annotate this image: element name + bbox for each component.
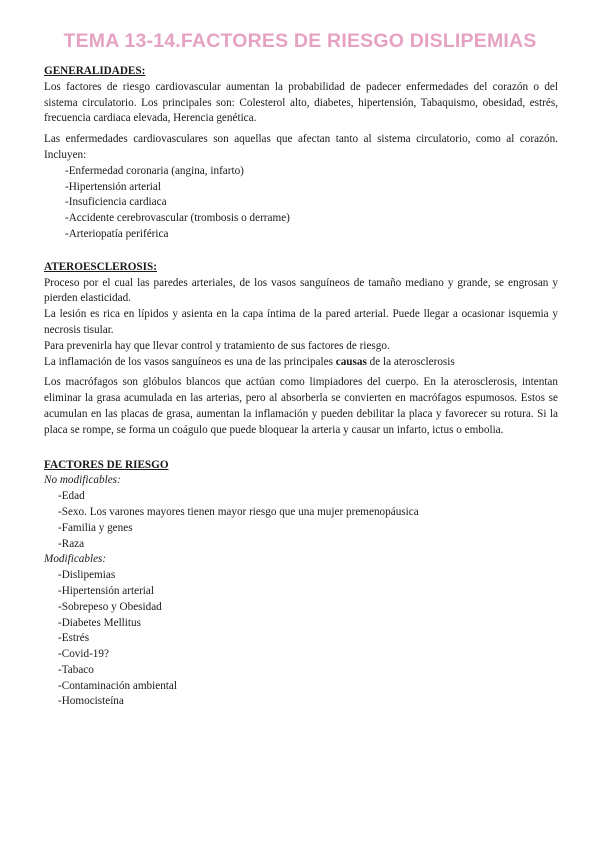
subheading-modificables: Modificables: bbox=[44, 553, 107, 566]
list-item: -Diabetes Mellitus bbox=[58, 616, 141, 629]
list-item: -Edad bbox=[58, 490, 85, 503]
paragraph bbox=[44, 355, 558, 371]
subheading-no-modificables: No modificables: bbox=[44, 474, 121, 487]
paragraph: Para prevenirla hay que llevar control y tratamiento de sus factores de riesgo. bbox=[44, 339, 390, 352]
list-item: -Insuficiencia cardiaca bbox=[65, 196, 167, 209]
section-heading-ateroesclerosis: ATEROESCLEROSIS: bbox=[44, 260, 157, 273]
paragraph: Proceso por el cual las paredes arteriales, de los vasos sanguíneos de tamaño mediano y grande, se engrosan y pierden elasticidad. bbox=[44, 276, 558, 305]
paragraph: Los macrófagos son glóbulos blancos que actúan como limpiadores del cuerpo. En la aterosclerosis, intentan eliminar la grasa acumulada en las arterias, pero al absorberla se convierten en macrófagos espumosos. Estos se acumulan en las placas de grasa, aumentan la inflamación y pueden debilitar la placa y favorecer su rotura. Si la placa se rompe, se forma un coágulo que puede bloquear la arteria y causar un infarto, ictus o embolia. bbox=[44, 376, 558, 436]
text-run: de la aterosclerosis bbox=[366, 355, 455, 368]
page-title: TEMA 13-14.FACTORES DE RIESGO DISLIPEMIAS bbox=[63, 30, 537, 52]
list-item: -Sexo. Los varones mayores tienen mayor riesgo que una mujer premenopáusica bbox=[58, 505, 419, 518]
paragraph: Los factores de riesgo cardiovascular aumentan la probabilidad de padecer enfermedades del corazón o del sistema circulatorio. Los principales son: Colesterol alto, diabetes, hipertensión, Tabaquismo, obesidad, estrés, frecuencia cardiaca elevada, Herencia genética. bbox=[44, 80, 558, 125]
list-item: -Homocisteína bbox=[58, 695, 124, 708]
text-run: La inflamación de los vasos sanguíneos es una de las principales bbox=[44, 355, 336, 368]
list-item: -Arteriopatía periférica bbox=[65, 227, 169, 240]
list-item: -Dislipemias bbox=[58, 569, 116, 582]
list-item: -Raza bbox=[58, 537, 85, 550]
list-item: -Accidente cerebrovascular (trombosis o derrame) bbox=[65, 212, 290, 225]
section-heading-factores: FACTORES DE RIESGO bbox=[44, 458, 169, 471]
list-item: -Tabaco bbox=[58, 663, 94, 676]
list-item: -Hipertensión arterial bbox=[58, 584, 154, 597]
list-item: -Hipertensión arterial bbox=[65, 180, 161, 193]
list-item: -Contaminación ambiental bbox=[58, 679, 177, 692]
document-body bbox=[44, 64, 558, 710]
paragraph: La lesión es rica en lípidos y asienta en la capa íntima de la pared arterial. Puede llegar a ocasionar isquemia y necrosis tisular. bbox=[44, 308, 558, 336]
disease-list bbox=[44, 164, 558, 243]
list-item: -Familia y genes bbox=[58, 521, 133, 534]
paragraph: Las enfermedades cardiovasculares son aquellas que afectan tanto al sistema circulatorio, como al corazón. Incluyen: bbox=[44, 133, 558, 161]
section-heading-generalidades: GENERALIDADES: bbox=[44, 65, 146, 77]
list-item: -Enfermedad coronaria (angina, infarto) bbox=[65, 164, 244, 177]
modifiable-list bbox=[44, 568, 558, 710]
non-modifiable-list bbox=[44, 489, 558, 552]
bold-text: causas bbox=[335, 355, 367, 368]
list-item: -Sobrepeso y Obesidad bbox=[58, 600, 162, 613]
list-item: -Estrés bbox=[58, 632, 90, 645]
list-item: -Covid-19? bbox=[58, 648, 109, 661]
